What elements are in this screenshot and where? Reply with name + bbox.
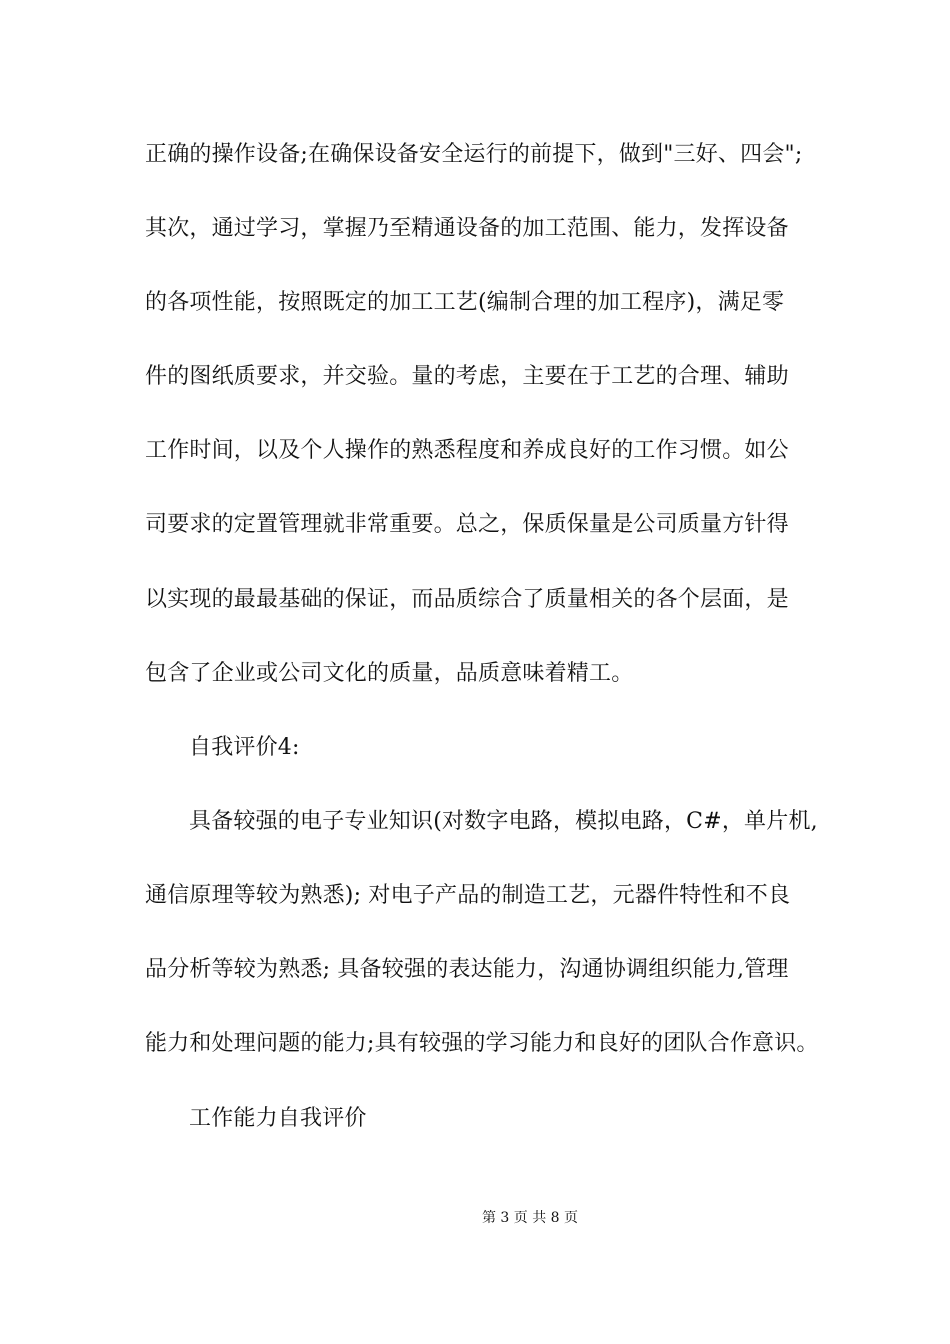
paragraph-line: 通信原理等较为熟悉); 对电子产品的制造工艺，元器件特性和不良 [145, 883, 791, 908]
paragraph-line: 工作时间，以及个人操作的熟悉程度和养成良好的工作习惯。如公 [145, 438, 789, 463]
paragraph-line: 品分析等较为熟悉; 具备较强的表达能力，沟通协调组织能力,管理 [145, 957, 789, 982]
paragraph-line: 的各项性能，按照既定的加工工艺(编制合理的加工程序)，满足零 [145, 290, 785, 315]
page-number-footer: 第 3 页 共 8 页 [481, 1210, 579, 1226]
section-heading-self-evaluation-4: 自我评价4: [189, 735, 300, 760]
paragraph-line: 具备较强的电子专业知识(对数字电路，模拟电路，C#，单片机, [189, 809, 818, 834]
paragraph-line: 包含了企业或公司文化的质量，品质意味着精工。 [145, 661, 634, 686]
section-heading-work-ability: 工作能力自我评价 [189, 1106, 367, 1131]
paragraph-line: 其次，通过学习，掌握乃至精通设备的加工范围、能力，发挥设备 [145, 216, 789, 241]
paragraph-line: 以实现的最最基础的保证，而品质综合了质量相关的各个层面，是 [145, 587, 789, 612]
paragraph-line: 正确的操作设备;在确保设备安全运行的前提下，做到"三好、四会"; [145, 142, 803, 167]
paragraph-line: 件的图纸质要求，并交验。量的考虑，主要在于工艺的合理、辅助 [145, 364, 789, 389]
paragraph-line: 司要求的定置管理就非常重要。总之，保质保量是公司质量方针得 [145, 512, 789, 537]
paragraph-line: 能力和处理问题的能力;具有较强的学习能力和良好的团队合作意识。 [145, 1031, 819, 1056]
